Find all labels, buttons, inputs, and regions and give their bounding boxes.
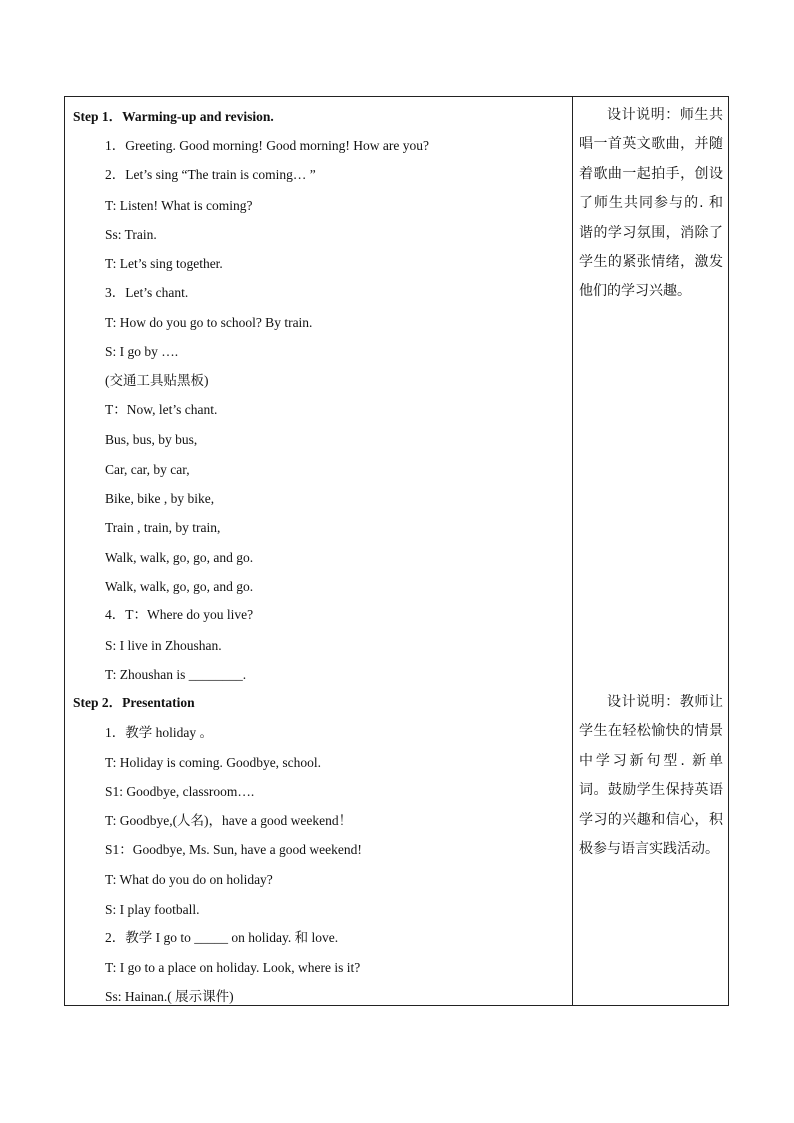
step2-line: T: Holiday is coming. Goodbye, school. — [105, 755, 322, 770]
step1-line: T：Now, let’s chant. — [105, 402, 218, 417]
step1-line: Walk, walk, go, go, and go. — [105, 579, 254, 594]
step2-line: S: I play football. — [105, 902, 200, 917]
step2-line: Ss: Hainan.( 展示课件) — [105, 989, 234, 1004]
step1-line: Train , train, by train, — [105, 520, 221, 535]
step2-line: S1：Goodbye, Ms. Sun, have a good weekend! — [105, 842, 362, 857]
step2-title: Step 2．Presentation — [73, 695, 195, 710]
step2-design-note: 设计说明：教师让学生在轻松愉快的情景中学习新句型. 新单词。鼓励学生保持英语学习的兴趣和信心，积极参与语言实践活动。 — [579, 694, 723, 858]
step2-line: T: I go to a place on holiday. Look, where is it? — [105, 960, 361, 975]
step2-line: 1．教学 holiday 。 — [105, 725, 213, 740]
step2-line: S1: Goodbye, classroom…. — [105, 784, 255, 799]
step1-line: (交通工具贴黑板) — [105, 373, 209, 388]
step1-line: 2．Let’s sing “The train is coming… ” — [105, 167, 316, 182]
step1-line: Bus, bus, by bus, — [105, 432, 198, 447]
lesson-plan-table — [64, 96, 729, 1006]
step1-line: 1．Greeting. Good morning! Good morning! How are you? — [105, 138, 429, 153]
step2-line: T: What do you do on holiday? — [105, 872, 273, 887]
step1-title: Step 1．Warming-up and revision. — [73, 109, 274, 124]
step1-line: T: Listen! What is coming? — [105, 198, 253, 213]
step1-line: Walk, walk, go, go, and go. — [105, 550, 254, 565]
step1-line: 4．T：Where do you live? — [105, 607, 254, 622]
step1-line: S: I go by …. — [105, 344, 179, 359]
step1-line: S: I live in Zhoushan. — [105, 638, 222, 653]
step1-design-note: 设计说明：师生共唱一首英文歌曲，并随着歌曲一起拍手，创设了师生共同参与的. 和谐的学习氛围，消除了学生的紧张情绪，激发他们的学习兴趣。 — [579, 107, 723, 300]
step2-line: 2．教学 I go to _____ on holiday. 和 love. — [105, 930, 339, 945]
column-divider — [572, 97, 573, 1005]
step2-line: T: Goodbye,(人名)，have a good weekend！ — [105, 813, 353, 828]
step1-line: T: How do you go to school? By train. — [105, 315, 313, 330]
step1-line: Bike, bike , by bike, — [105, 491, 215, 506]
step1-line: T: Let’s sing together. — [105, 256, 223, 271]
step1-line: Car, car, by car, — [105, 462, 190, 477]
step1-line: T: Zhoushan is ________. — [105, 667, 247, 682]
step1-line: 3．Let’s chant. — [105, 285, 189, 300]
step1-line: Ss: Train. — [105, 227, 157, 242]
